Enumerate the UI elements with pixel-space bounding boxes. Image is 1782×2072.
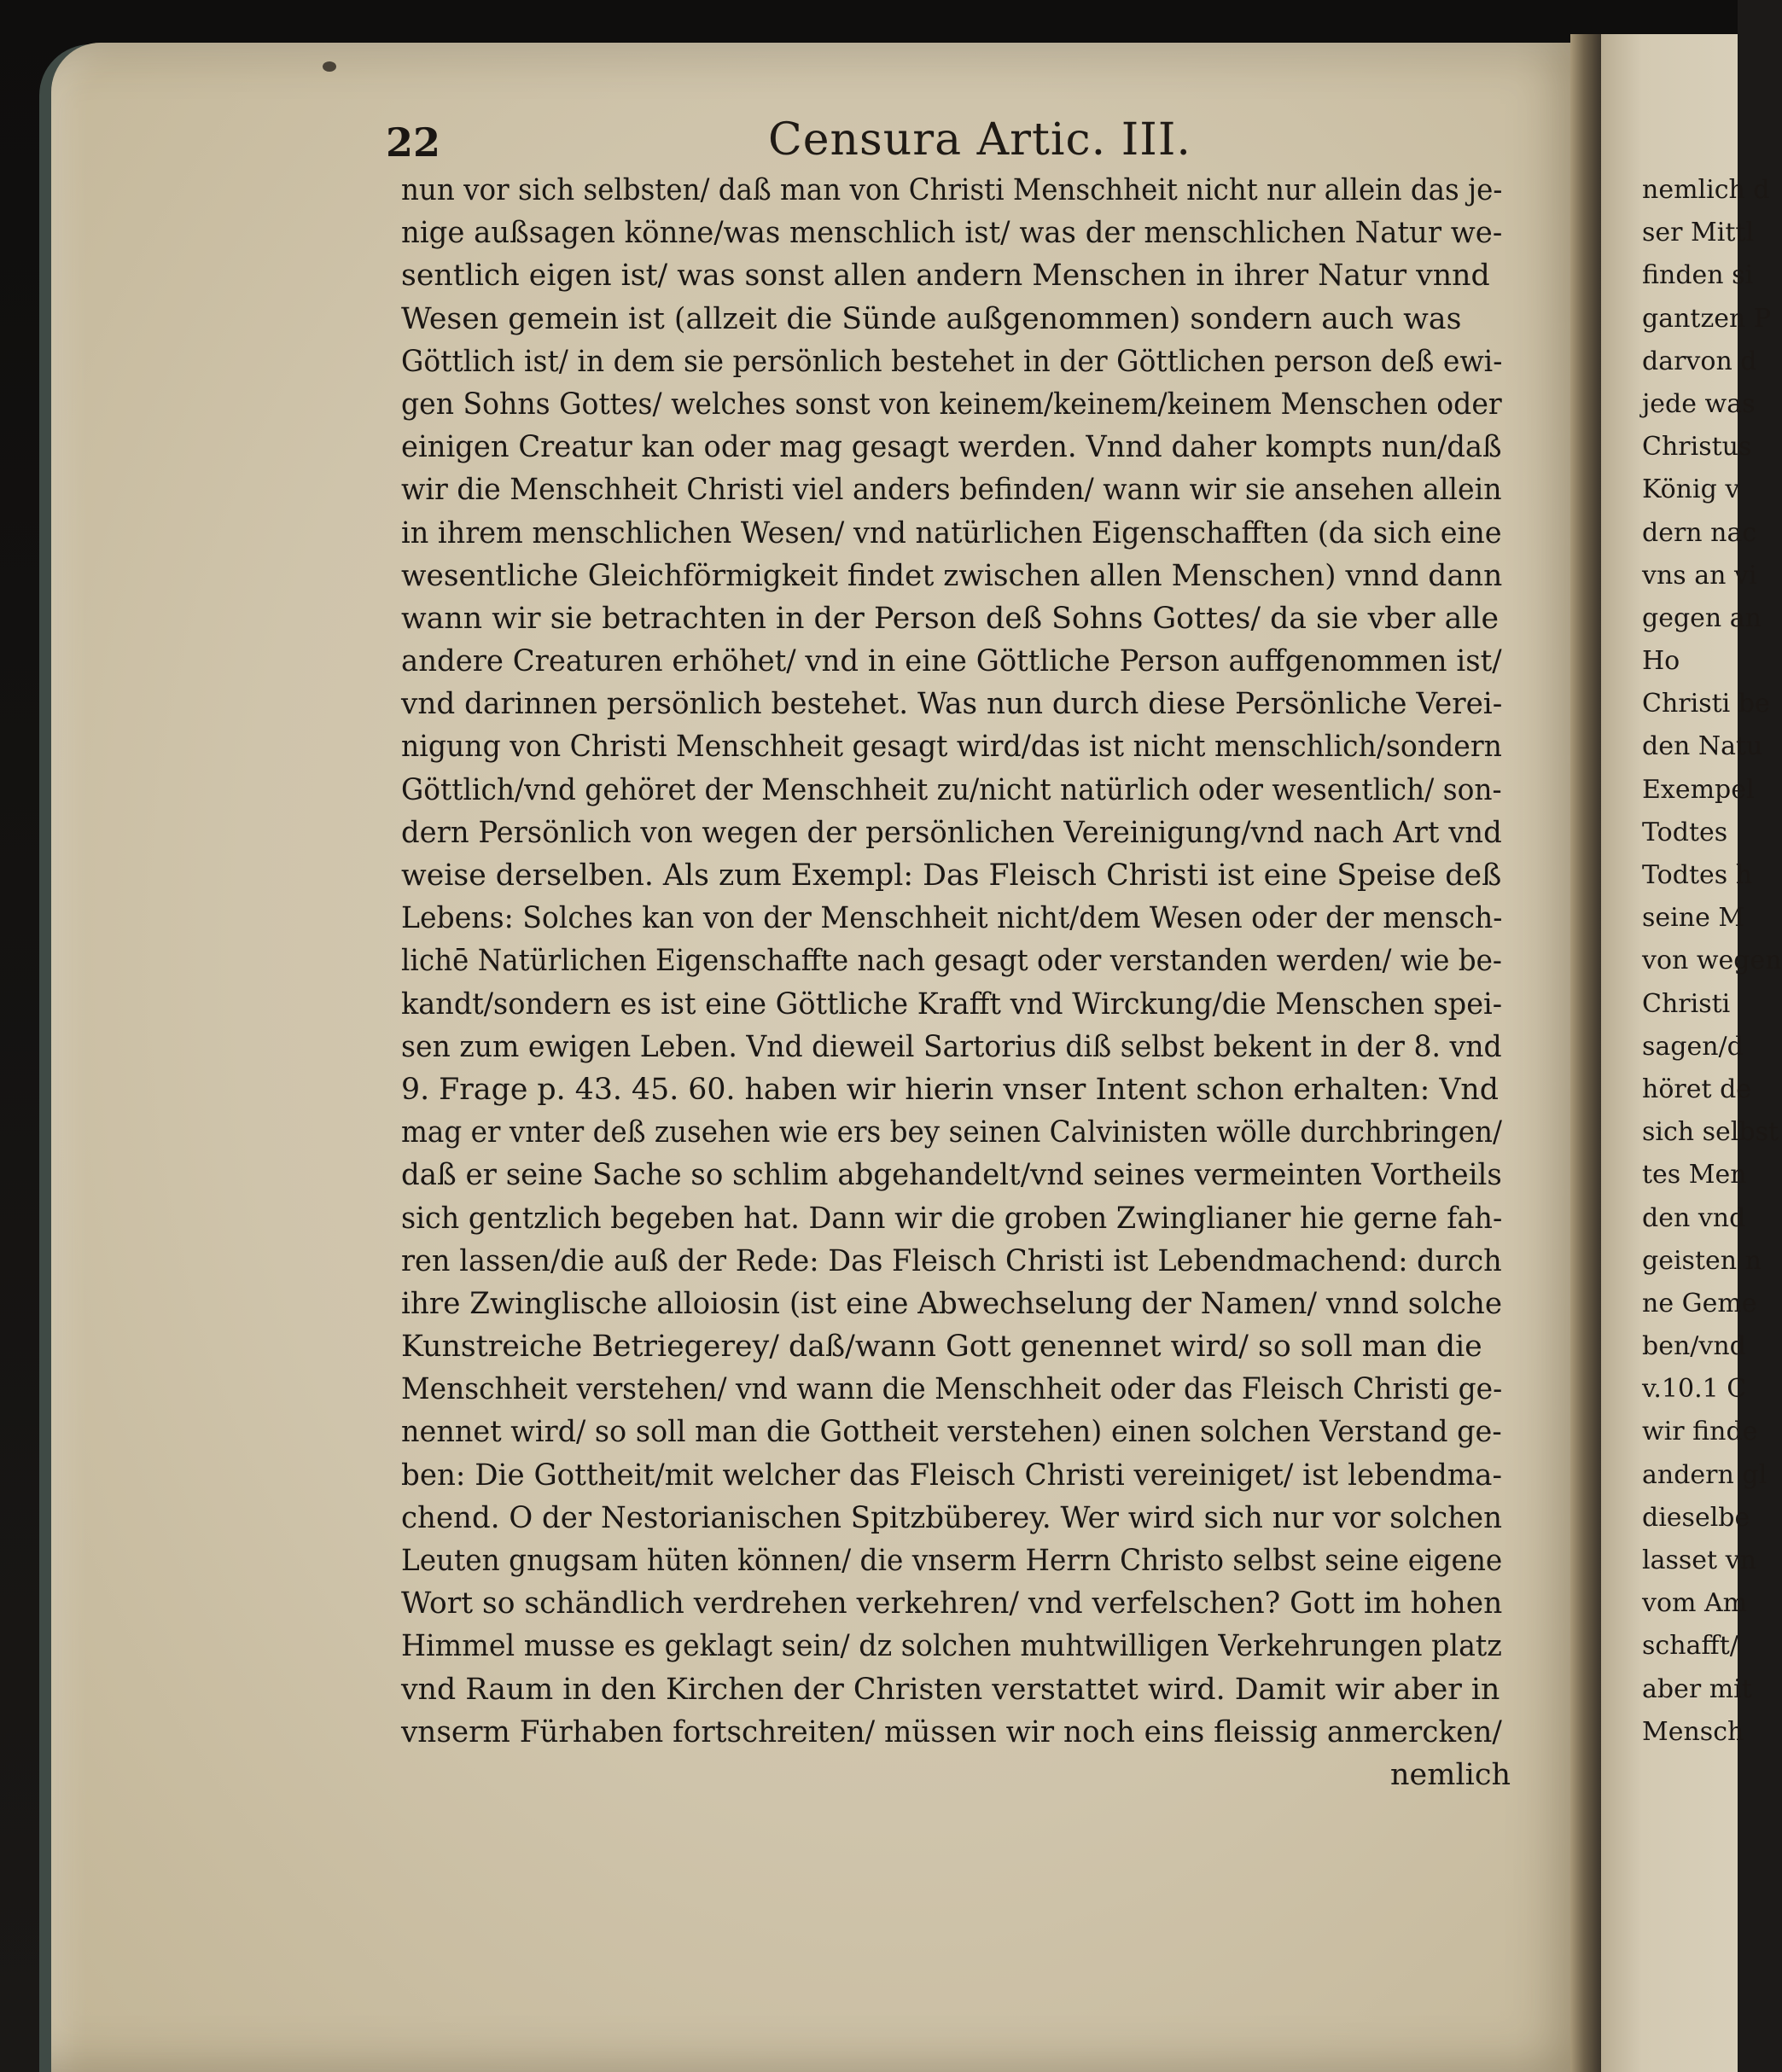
text-line: in ihrem menschlichen Wesen/ vnd natürlichen Eigenschafften (da sich eine (401, 515, 1502, 550)
facing-line: aber mit (1642, 1673, 1752, 1704)
facing-line: geisten n (1642, 1245, 1762, 1276)
facing-line: sich selbst (1642, 1117, 1779, 1148)
text-line: ren lassen/die auß der Rede: Das Fleisch Christi ist Lebendmachend: durch (401, 1243, 1502, 1278)
text-line: vnd Raum in den Kirchen der Christen verstattet wird. Damit wir aber in (401, 1672, 1500, 1707)
text-line: 9. Frage p. 43. 45. 60. haben wir hierin vnser Intent schon erhalten: Vnd (401, 1072, 1500, 1107)
facing-line: Christi be (1642, 689, 1770, 719)
text-line: vnserm Fürhaben fortschreiten/ müssen wir noch eins fleissig anmercken/ (401, 1714, 1502, 1749)
text-line: Wort so schändlich verdrehen verkehren/ vnd verfelschen? Gott im hohen (401, 1586, 1503, 1621)
text-line: kandt/sondern es ist eine Göttliche Krafft vnd Wirckung/die Menschen spei- (401, 987, 1503, 1021)
book-gutter (1570, 34, 1601, 2072)
facing-line: schafft/ (1642, 1631, 1738, 1662)
facing-line: Mensch (1642, 1716, 1744, 1747)
facing-line: sagen/d (1642, 1031, 1744, 1062)
facing-page-text (1642, 169, 1782, 1754)
facing-line: König v (1642, 474, 1740, 505)
facing-line: vns an vi (1642, 560, 1757, 591)
facing-line: vom Am (1642, 1588, 1748, 1619)
text-line: wesentliche Gleichförmigkeit findet zwischen allen Menschen) vnnd dann (401, 558, 1503, 593)
facing-line: jede was (1642, 388, 1756, 419)
text-line: einigen Creatur kan oder mag gesagt werden. Vnnd daher kompts nun/daß (401, 430, 1502, 465)
text-line: andere Creaturen erhöhet/ vnd in eine Göttliche Person auffgenommen ist/ (401, 644, 1502, 679)
facing-line: ne Geme (1642, 1288, 1757, 1318)
facing-line: nemlich d (1642, 175, 1770, 205)
text-line: nigung von Christi Menschheit gesagt wird/das ist nicht menschlich/sondern (401, 730, 1502, 765)
facing-line: Christi (1642, 988, 1731, 1019)
facing-line: ser Mittl (1642, 218, 1755, 248)
text-line: chend. O der Nestorianischen Spitzbüberey. Wer wird sich nur vor solchen (401, 1500, 1503, 1535)
facing-line: Todtes (1642, 817, 1728, 847)
facing-line: seine M (1642, 903, 1745, 934)
text-line: Göttlich ist/ in dem sie persönlich bestehet in der Göttlichen person deß ewi- (401, 344, 1503, 379)
page-number: 22 (386, 119, 441, 166)
facing-line: Todtes h (1642, 860, 1753, 890)
body-text (401, 169, 1511, 1796)
facing-line: v.10.1 C (1642, 1374, 1747, 1405)
facing-line: ben/vnd (1642, 1331, 1746, 1362)
facing-line: dieselbe (1642, 1502, 1750, 1533)
facing-line: finden si (1642, 260, 1754, 291)
text-line: nun vor sich selbsten/ daß man von Christi Menschheit nicht nur allein das je- (401, 173, 1503, 207)
text-line: vnd darinnen persönlich bestehet. Was nun durch diese Persönliche Verei- (401, 687, 1503, 722)
text-line: nige außsagen könne/was menschlich ist/ was der menschlichen Natur we- (401, 216, 1503, 251)
text-line: gen Sohns Gottes/ welches sonst von keinem/keinem/keinem Menschen oder (401, 387, 1502, 422)
text-line: Menschheit verstehen/ vnd wann die Menschheit oder das Fleisch Christi ge- (401, 1372, 1503, 1407)
facing-line: tes Men (1642, 1160, 1747, 1190)
text-line: weise derselben. Als zum Exempl: Das Fleisch Christi ist eine Speise deß (401, 858, 1502, 893)
facing-line: höret de (1642, 1074, 1752, 1104)
page-header (386, 114, 1512, 174)
text-line: sen zum ewigen Leben. Vnd dieweil Sartorius diß selbst bekent in der 8. vnd (401, 1029, 1502, 1064)
facing-line: andern gl (1642, 1459, 1767, 1490)
text-line: wann wir sie betrachten in der Person deß Sohns Gottes/ da sie vber alle (401, 601, 1500, 636)
running-title: Censura Artic. III. (768, 114, 1191, 166)
text-line: daß er seine Sache so schlim abgehandelt/vnd seines vermeinten Vortheils (401, 1158, 1502, 1193)
facing-line: Christus (1642, 432, 1752, 463)
text-line: sich gentzlich begeben hat. Dann wir die groben Zwinglianer hie gerne fah- (401, 1201, 1503, 1236)
ink-spot (323, 61, 336, 72)
facing-line: darvon d (1642, 346, 1757, 376)
catchword: nemlich (1390, 1757, 1511, 1792)
facing-line: Ho (1642, 646, 1680, 677)
text-line: Wesen gemein ist (allzeit die Sünde außgenommen) sondern auch was (401, 301, 1462, 336)
facing-line: gegen an (1642, 602, 1762, 633)
text-line: Himmel musse es geklagt sein/ dz solchen muhtwilligen Verkehrungen platz (401, 1629, 1502, 1664)
facing-line: Exempel (1642, 774, 1755, 805)
text-line: dern Persönlich von wegen der persönlichen Vereinigung/vnd nach Art vnd (401, 815, 1502, 850)
facing-line: wir finde (1642, 1417, 1758, 1447)
facing-line: dern nac (1642, 517, 1757, 548)
facing-line: den Natu (1642, 731, 1763, 762)
text-line: ihre Zwinglische alloiosin (ist eine Abwechselung der Namen/ vnnd solche (401, 1286, 1503, 1321)
facing-line: von wegen (1642, 946, 1782, 976)
text-line: wir die Menschheit Christi viel anders befinden/ wann wir sie ansehen allein (401, 473, 1502, 508)
text-line: ben: Die Gottheit/mit welcher das Fleisch Christi vereiniget/ ist lebendma- (401, 1458, 1503, 1493)
text-line: Lebens: Solches kan von der Menschheit nicht/dem Wesen oder der mensch- (401, 901, 1503, 936)
text-line: nennet wird/ so soll man die Gottheit verstehen) einen solchen Verstand ge- (401, 1415, 1502, 1450)
text-line: Leuten gnugsam hüten können/ die vnserm Herrn Christo selbst seine eigene (401, 1544, 1503, 1578)
text-line: mag er vnter deß zusehen wie ers bey seinen Calvinisten wölle durchbringen/ (401, 1115, 1502, 1150)
text-line: sentlich eigen ist/ was sonst allen andern Menschen in ihrer Natur vnnd (401, 259, 1490, 294)
text-line: Kunstreiche Betriegerey/ daß/wann Gott genennet wird/ so soll man die (401, 1330, 1482, 1365)
text-line: Göttlich/vnd gehöret der Menschheit zu/nicht natürlich oder wesentlich/ son- (401, 772, 1502, 807)
text-line: lichē Natürlichen Eigenschaffte nach gesagt oder verstanden werden/ wie be- (401, 944, 1502, 979)
facing-line: den vnd (1642, 1202, 1746, 1233)
facing-line: lasset vn (1642, 1545, 1756, 1575)
facing-line: gantzen P (1642, 303, 1772, 334)
